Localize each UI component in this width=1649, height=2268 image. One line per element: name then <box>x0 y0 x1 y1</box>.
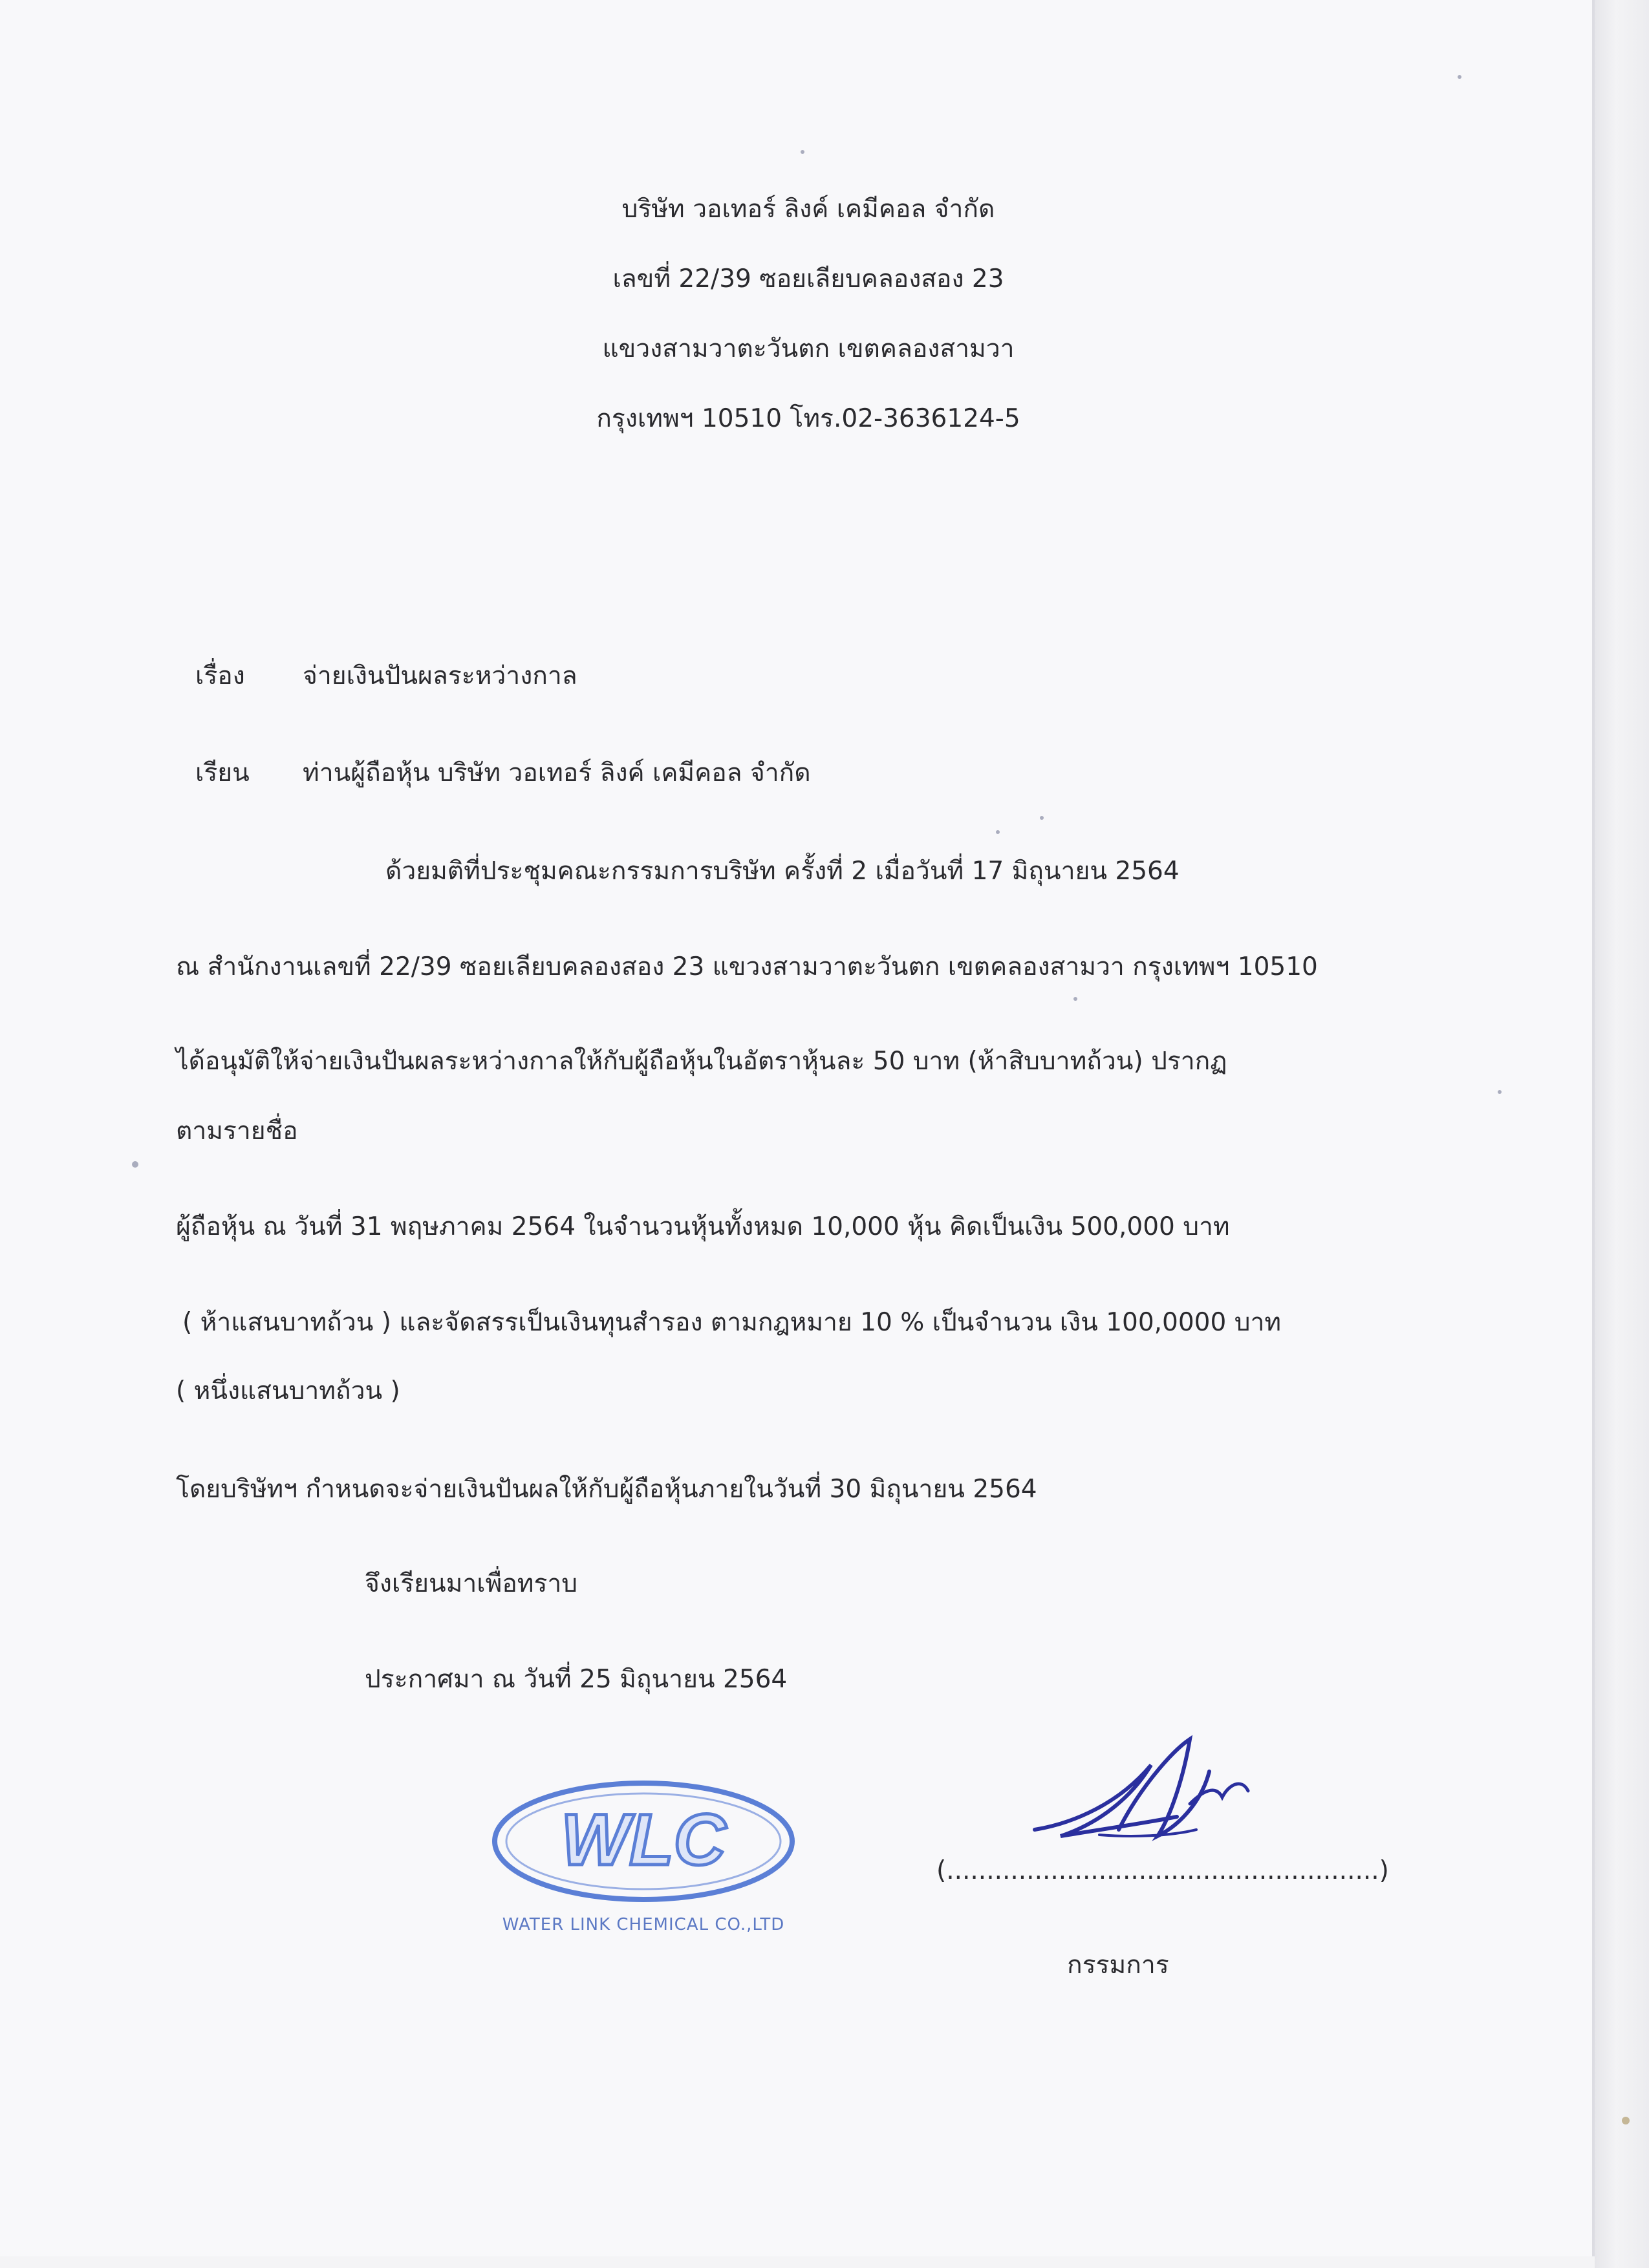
ink-speck <box>1073 997 1077 1001</box>
handwritten-signature <box>1022 1726 1280 1856</box>
seal-caption: WATER LINK CHEMICAL CO.,LTD <box>502 1915 785 1934</box>
ink-speck <box>801 150 804 154</box>
body-p1-line4: ตามรายชื่อ <box>176 1117 298 1146</box>
closing-line: จึงเรียนมาเพื่อทราบ <box>365 1569 578 1598</box>
signer-role: กรรมการ <box>1067 1951 1169 1980</box>
address-line-3: กรุงเทพฯ 10510 โทร.02-3636124-5 <box>596 404 1020 433</box>
recipient-label: เรียน <box>195 758 250 787</box>
ink-speck <box>132 1161 138 1168</box>
address-line-2: แขวงสามวาตะวันตก เขตคลองสามวา <box>602 334 1015 363</box>
signature-line: (......................................................) <box>936 1856 1389 1885</box>
subject-text: จ่ายเงินปันผลระหว่างกาล <box>303 661 577 690</box>
announcement-date: ประกาศมา ณ วันที่ 25 มิถุนายน 2564 <box>365 1665 788 1694</box>
address-line-1: เลขที่ 22/39 ซอยเลียบคลองสอง 23 <box>612 264 1004 294</box>
company-name: บริษัท วอเทอร์ ลิงค์ เคมีคอล จำกัด <box>621 195 995 224</box>
ink-speck <box>1498 1090 1502 1094</box>
seal-logo-text: WLC <box>561 1799 726 1880</box>
body-p2-line3: ( หนึ่งแสนบาทถ้วน ) <box>176 1376 400 1406</box>
body-p1-line1: ด้วยมติที่ประชุมคณะกรรมการบริษัท ครั้งที่ 2 เมื่อวันที่ 17 มิถุนายน 2564 <box>385 857 1180 886</box>
scanner-background <box>1595 0 1649 2268</box>
company-seal-stamp <box>488 1777 799 1906</box>
ink-speck <box>1622 2117 1630 2124</box>
ink-speck <box>1040 816 1044 820</box>
body-p1-line2: ณ สำนักงานเลขที่ 22/39 ซอยเลียบคลองสอง 23 แขวงสามวาตะวันตก เขตคลองสามวา กรุงเทพฯ 10510 <box>176 952 1318 981</box>
body-p1-line3: ได้อนุมัติให้จ่ายเงินปันผลระหว่างกาลให้กับผู้ถือหุ้นในอัตราหุ้นละ 50 บาท (ห้าสิบบาทถ้วน) ปรากฏ <box>176 1047 1227 1076</box>
body-p3-line1: โดยบริษัทฯ กำหนดจะจ่ายเงินปันผลให้กับผู้ถือหุ้นภายในวันที่ 30 มิถุนายน 2564 <box>176 1475 1037 1504</box>
body-p2-line2: ( ห้าแสนบาทถ้วน ) และจัดสรรเป็นเงินทุนสำรอง ตามกฎหมาย 10 % เป็นจำนวน เงิน 100,0000 บาท <box>182 1308 1282 1337</box>
subject-label: เรื่อง <box>195 661 245 690</box>
ink-speck <box>996 830 1000 834</box>
ink-speck <box>1458 75 1461 79</box>
body-p2-line1: ผู้ถือหุ้น ณ วันที่ 31 พฤษภาคม 2564 ในจำนวนหุ้นทั้งหมด 10,000 หุ้น คิดเป็นเงิน 500,000 บาท <box>176 1212 1230 1241</box>
recipient-text: ท่านผู้ถือหุ้น บริษัท วอเทอร์ ลิงค์ เคมีคอล จำกัด <box>303 758 811 787</box>
